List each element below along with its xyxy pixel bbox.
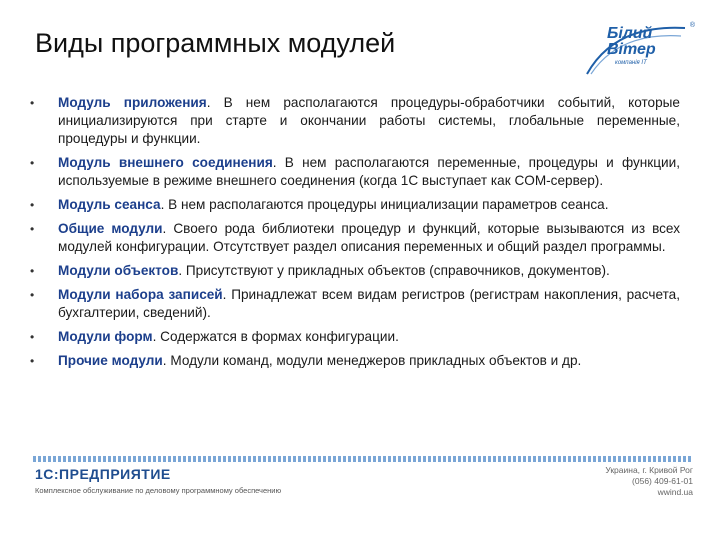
logo-line-1: Білий bbox=[607, 25, 653, 42]
item-text: . В нем располагаются процедуры инициализации параметров сеанса. bbox=[160, 197, 609, 212]
item-term: Модуль сеанса bbox=[58, 197, 161, 212]
logo-tagline: компанія ІТ bbox=[615, 60, 647, 66]
list-item bbox=[30, 352, 680, 370]
item-term: Модули объектов bbox=[58, 263, 179, 278]
bullet-icon: • bbox=[30, 156, 35, 170]
footer-tagline: Комплексное обслуживание по деловому программному обеспечению bbox=[35, 486, 282, 495]
footer-contact bbox=[605, 465, 693, 498]
item-term: Модули набора записей bbox=[58, 287, 223, 302]
item-text: . Модули команд, модули менеджеров прикладных объектов и др. bbox=[162, 353, 582, 368]
list-item bbox=[30, 262, 680, 280]
list-item bbox=[30, 196, 680, 214]
list-item bbox=[30, 94, 680, 148]
list-item bbox=[30, 286, 680, 322]
item-term: Модуль приложения bbox=[58, 95, 207, 110]
footer-brand: 1С:ПРЕДПРИЯТИЕ bbox=[35, 466, 171, 482]
bullet-icon: • bbox=[30, 96, 35, 110]
item-text: . Присутствуют у прикладных объектов (справочников, документов). bbox=[178, 263, 610, 278]
item-text: . Своего рода библиотеки процедур и функций, которые вызываются из всех модулей конфигурации. Отсутствует раздел описания переменных и общий раздел программы. bbox=[58, 221, 680, 254]
list-item bbox=[30, 328, 680, 346]
item-term: Общие модули bbox=[58, 221, 163, 236]
item-text: . В нем располагаются процедуры-обработчики событий, которые инициализируются при старте и окончании работы системы, глобальные переменные, процедуры и функции. bbox=[58, 95, 680, 146]
company-logo bbox=[585, 22, 695, 80]
page-title: Виды программных модулей bbox=[35, 28, 396, 58]
item-text: . В нем располагаются переменные, процедуры и функции, используемые в режиме внешнего соединения (когда 1С выступает как COM-сервер). bbox=[58, 155, 680, 188]
footer-phone: (056) 409-61-01 bbox=[632, 476, 693, 486]
item-term: Модуль внешнего соединения bbox=[58, 155, 273, 170]
bullet-icon: • bbox=[30, 354, 35, 368]
footer-city: Украина, г. Кривой Рог bbox=[605, 465, 693, 475]
module-list bbox=[30, 94, 680, 376]
list-item bbox=[30, 220, 680, 256]
footer-site: wwind.ua bbox=[657, 487, 693, 497]
item-text: . Содержатся в формах конфигурации. bbox=[152, 329, 399, 344]
item-text: . Принадлежат всем видам регистров (регистрам накопления, расчета, бухгалтерии, сведений). bbox=[58, 287, 680, 320]
footer-divider bbox=[33, 456, 693, 462]
bullet-icon: • bbox=[30, 198, 35, 212]
item-term: Модули форм bbox=[58, 329, 153, 344]
bullet-icon: • bbox=[30, 222, 35, 236]
item-term: Прочие модули bbox=[58, 353, 163, 368]
bullet-icon: • bbox=[30, 330, 35, 344]
bullet-icon: • bbox=[30, 288, 35, 302]
registered-icon: ® bbox=[689, 22, 695, 29]
list-item bbox=[30, 154, 680, 190]
logo-line-2: Вітер bbox=[607, 41, 656, 58]
bullet-icon: • bbox=[30, 264, 35, 278]
